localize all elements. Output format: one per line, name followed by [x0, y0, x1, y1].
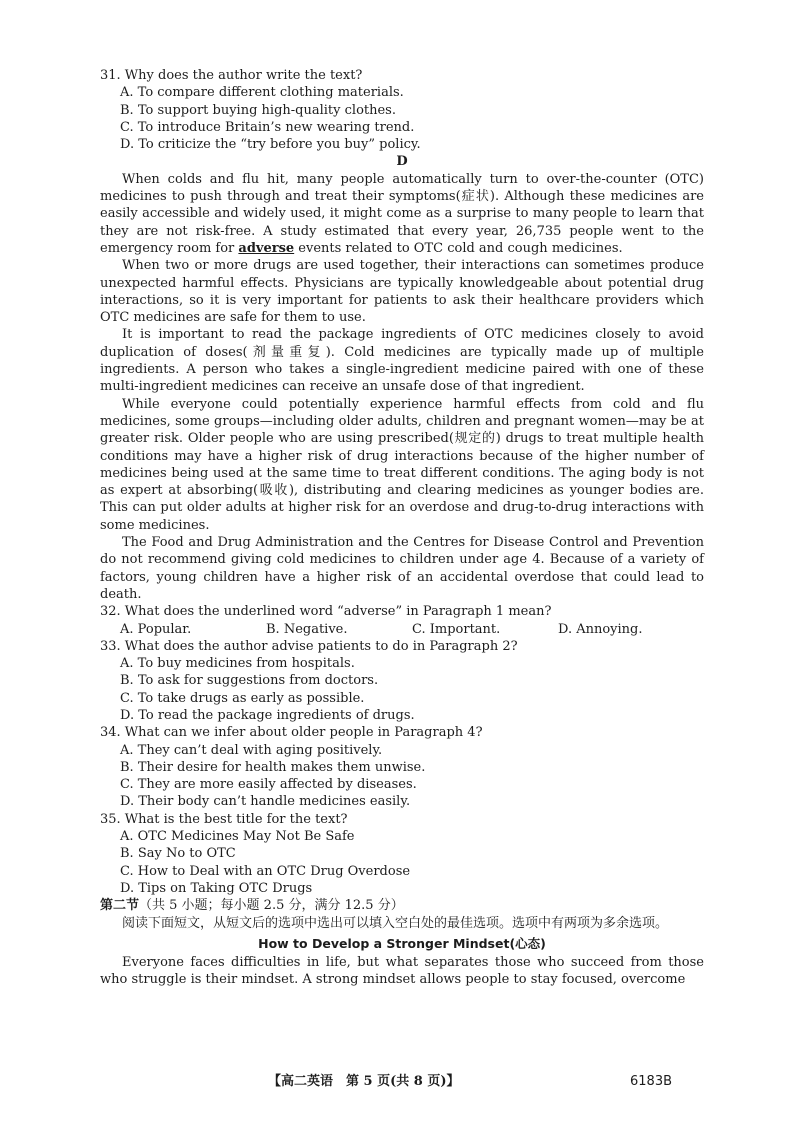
question-31	[100, 67, 704, 153]
option-d: D. To read the package ingredients of drugs.	[120, 707, 415, 723]
underlined-word: adverse	[238, 240, 295, 256]
option-c: C. How to Deal with an OTC Drug Overdose	[120, 863, 411, 879]
option-d: D. Tips on Taking OTC Drugs	[120, 880, 313, 896]
paragraph-1-part-b: events related to OTC cold and cough medicines.	[294, 240, 623, 256]
options-row	[120, 621, 704, 638]
option-b: B. Negative.	[266, 621, 348, 637]
question-stem: 32. What does the underlined word “adverse” in Paragraph 1 mean?	[100, 604, 552, 620]
page-number-label: 【高二英语 第 5 页(共 8 页)】	[268, 1074, 460, 1089]
paragraph-2: When two or more drugs are used together, their interactions can sometimes produce unexpected harmful effects. Physicians are typically knowledgeable about potential drug interactions, so it is very important for patients to ask their healthcare providers which OTC medicines are safe for them to use.	[100, 258, 704, 326]
option-b: B. To ask for suggestions from doctors.	[120, 673, 379, 689]
question-stem: 33. What does the author advise patients to do in Paragraph 2?	[100, 638, 518, 654]
option-d: D. To criticize the “try before you buy” policy.	[120, 137, 421, 153]
paragraph-1-part-a: When colds and flu hit, many people automatically turn to over-the-counter (OTC) medicines to push through and treat their symptoms(症状). Although these medicines are easily accessible and widely used, it might come as a surprise to many people to learn that they are not risk-free. A study estimated that every year, 26,735 people went to the emergency room for	[100, 171, 704, 256]
question-stem: 34. What can we infer about older people in Paragraph 4?	[100, 725, 483, 741]
option-a: A. To buy medicines from hospitals.	[120, 656, 355, 672]
option-c: C. To introduce Britain’s new wearing trend.	[120, 119, 415, 135]
section-instruction: 阅读下面短文，从短文后的选项中选出可以填入空白处的最佳选项。选项中有两项为多余选项。	[122, 915, 669, 931]
section-heading	[100, 897, 704, 914]
passage-letter: D	[396, 154, 408, 170]
question-32	[100, 603, 704, 638]
option-d: D. Their body can’t handle medicines easily.	[120, 794, 411, 810]
option-a: A. OTC Medicines May Not Be Safe	[120, 829, 355, 845]
paper-code: 6183B	[630, 1074, 673, 1089]
paragraph-3: It is important to read the package ingredients of OTC medicines closely to avoid duplication of doses(剂量重复). Cold medicines are typically made up of multiple ingredients. A person who takes a single-ingredient medicine paired with one of these multi-ingredient medicines can receive an unsafe dose of that ingredient.	[100, 327, 704, 395]
option-a: A. Popular.	[120, 621, 192, 637]
option-d: D. Annoying.	[558, 621, 643, 637]
question-35	[100, 811, 704, 897]
paragraph-4: While everyone could potentially experience harmful effects from cold and flu medicines, some groups—including older adults, children and pregnant women—may be at greater risk. Older people who are using prescribed(规定的) drugs to treat multiple health conditions may have a higher risk of drug interactions because of the higher number of medicines being used at the same time to treat different conditions. The aging body is not as expert at absorbing(吸收), distributing and clearing medicines as younger bodies are. This can put older adults at higher risk for an overdose and drug-to-drug interactions with some medicines.	[100, 396, 704, 533]
option-c: C. They are more easily affected by diseases.	[120, 777, 417, 793]
passage-title: How to Develop a Stronger Mindset(心态)	[258, 935, 546, 951]
question-34	[100, 724, 704, 810]
option-b: B. To support buying high-quality clothes.	[120, 102, 396, 118]
passage-paragraph-1: Everyone faces difficulties in life, but what separates those who succeed from those who struggle is their mindset. A strong mindset allows people to stay focused, overcome	[100, 955, 704, 988]
question-33	[100, 638, 704, 724]
question-stem: 35. What is the best title for the text?	[100, 811, 348, 827]
section-scoring: （共 5 小题；每小题 2.5 分，满分 12.5 分）	[139, 898, 404, 914]
option-c: C. Important.	[412, 621, 501, 637]
option-c: C. To take drugs as early as possible.	[120, 690, 365, 706]
question-stem: 31. Why does the author write the text?	[100, 68, 363, 83]
option-a: A. They can’t deal with aging positively.	[120, 742, 383, 758]
option-b: B. Say No to OTC	[120, 846, 236, 862]
option-b: B. Their desire for health makes them unwise.	[120, 759, 426, 775]
section-label: 第二节	[100, 898, 140, 914]
passage-d	[100, 171, 704, 603]
paragraph-5: The Food and Drug Administration and the Centres for Disease Control and Prevention do not recommend giving cold medicines to children under age 4. Because of a variety of factors, young children have a higher risk of an accidental overdose that could lead to death.	[100, 535, 704, 602]
paragraph-1	[100, 171, 704, 257]
option-a: A. To compare different clothing materials.	[120, 85, 404, 101]
